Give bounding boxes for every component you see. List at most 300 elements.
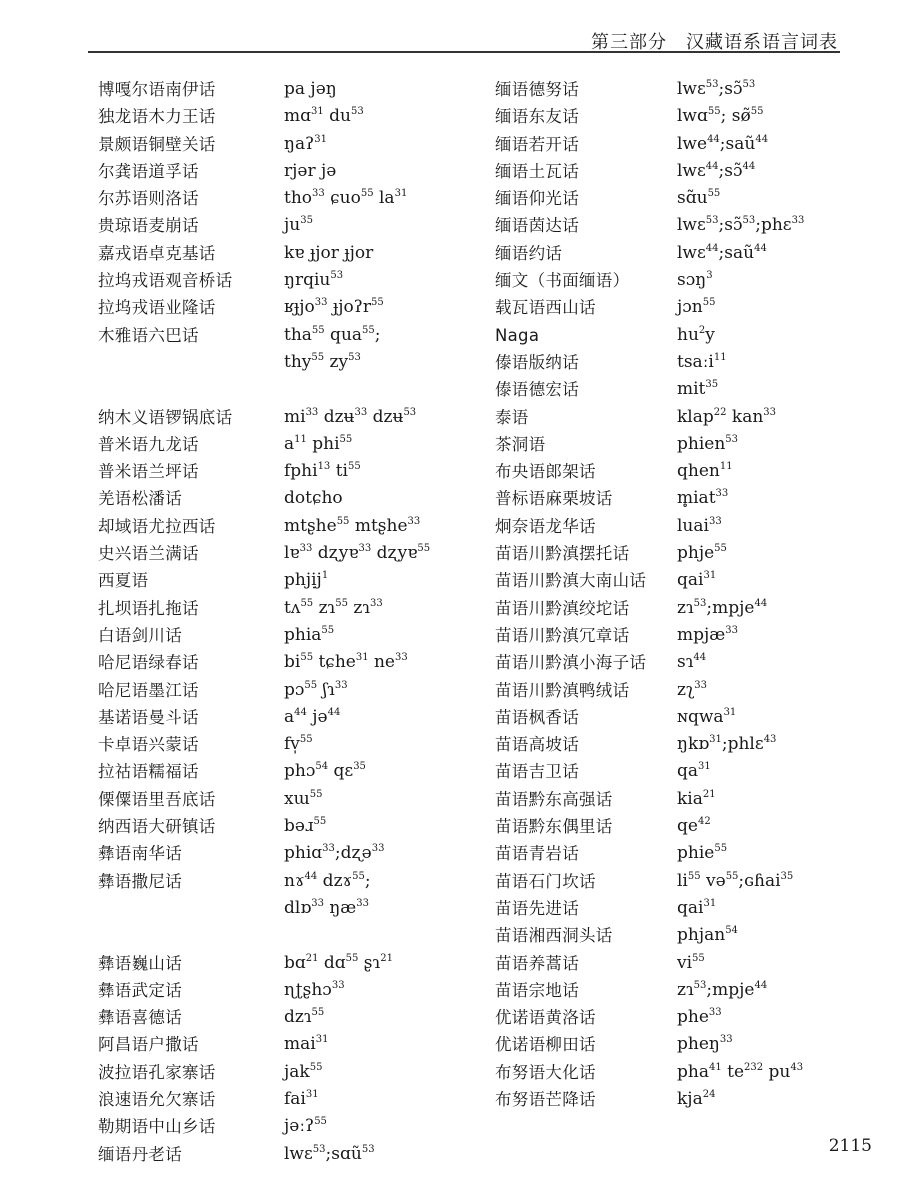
word-form: dotɕho [284,488,343,509]
word-form: qhen$^{11}$ [677,461,733,482]
tone-superscript: 31 [314,133,327,145]
word-form: phien$^{53}$ [677,433,739,454]
tone-superscript: 43 [763,734,777,746]
vocab-row [98,704,498,731]
tone-superscript: 55 [362,324,375,336]
tone-superscript: 33 [358,543,372,555]
tone-superscript: 53 [693,979,707,991]
word-form: mpjæ$^{33}$ [677,624,738,645]
tone-superscript: 55 [339,433,353,445]
vocab-row [495,158,895,185]
tone-superscript: 55 [360,188,374,200]
vocab-row [495,758,895,785]
word-form: $li^{55}$ və$^{55}$;ɢɦai$^{35}$ [677,870,794,891]
language-name: 苗语养蒿话 [495,953,579,973]
vocab-row [495,485,895,512]
tone-superscript: 55 [417,543,431,555]
word-form: kia$^{21}$ [677,788,716,809]
language-name: 拉坞戎语观音桥话 [98,271,233,291]
vocab-row [98,431,498,458]
vocab-row [98,485,498,512]
language-name: 苗语川黔滇大南山话 [495,571,647,591]
word-form: kɐ ɟjor ɟjor [284,242,374,263]
language-name: 普米语兰坪话 [98,462,199,482]
vocab-row [495,267,895,294]
word-form: $mi^{33}$ dzʉ$^{33}$ dzʉ$^{53}$ [284,406,417,427]
language-name: 布努语芒降话 [495,1089,596,1109]
vocab-row [98,595,498,622]
vocab-row [495,1086,895,1113]
tone-superscript: 33 [708,1007,722,1019]
tone-superscript: 55 [299,734,313,746]
tone-superscript: 21 [380,952,393,964]
left-column [98,76,498,1168]
tone-superscript: 55 [335,597,348,609]
tone-superscript: 33 [715,488,729,500]
tone-superscript: 53 [693,597,707,609]
word-form: mit$^{35}$ [677,379,719,400]
tone-superscript: 44 [327,706,341,718]
vocab-row [98,950,498,977]
language-name: 苗语黔东高强话 [495,789,613,809]
language-name: 纳西语大研镇话 [98,817,216,837]
word-form: kja$^{24}$ [677,1088,716,1109]
tone-superscript: 53 [742,79,756,90]
language-name: 白语剑川话 [98,625,182,645]
word-form: mtʂhe$^{55}$ mtʂhe$^{33}$ [284,515,421,536]
tone-superscript: 21 [702,788,716,800]
page-number: 2115 [828,1136,872,1156]
language-name: 贵琼语麦崩话 [98,216,199,236]
tone-superscript: 35 [353,761,366,773]
vocab-row [495,185,895,212]
tone-superscript: 35 [705,379,719,391]
language-name: 纳木义语锣锅底话 [98,407,233,427]
word-form: tha$^{55}$ qua$^{55}$; [284,324,381,345]
word-form: $a^{44}$ jə$^{44}$ [284,706,341,727]
word-form: dzɿ$^{55}$ [284,1007,325,1028]
tone-superscript: 44 [705,160,719,172]
right-column [495,76,895,1113]
language-name: 缅语茵达话 [495,216,579,236]
vocab-row [495,813,895,840]
word-form: lwɛ$^{53}$;sɑũ$^{53}$ [284,1143,375,1164]
language-name: 彝语撒尼话 [98,871,182,891]
word-form: phje$^{55}$ [677,543,727,564]
language-name: 缅语仰光话 [495,189,579,209]
word-form: ŋkɒ$^{31}$;phlɛ$^{43}$ [677,734,777,755]
language-name: 尔龚语道孚话 [98,161,199,181]
tone-superscript: 33 [314,297,328,309]
language-name: 景颇语铜壁关话 [98,134,216,154]
tone-superscript: 55 [725,870,739,882]
tone-superscript: 31 [355,652,369,664]
word-form: nɤ$^{44}$ dzɤ$^{55}$; [284,870,371,891]
language-name: 缅语德努话 [495,80,579,99]
word-form: $bi^{55}$ tɕhe$^{31}$ $ne^{33}$ [284,652,408,673]
tone-superscript: 44 [294,706,307,718]
word-form: pha$^{41}$ $te^{232}$ $pu^{43}$ [677,1061,804,1082]
vocab-row [495,76,895,103]
language-name: 彝语武定话 [98,980,182,1000]
tone-superscript: 53 [351,106,364,118]
tone-superscript: 55 [707,106,721,118]
vocab-row [495,567,895,594]
vocab-row [98,840,498,867]
word-form: zɿ$^{53}$;mpje$^{44}$ [677,597,768,618]
tone-superscript: 44 [754,597,768,609]
language-name: 优诺语柳田话 [495,1035,596,1055]
language-name: 彝语巍山话 [98,953,182,973]
tone-superscript: 41 [708,1061,722,1073]
tone-superscript: 44 [754,242,767,254]
vocab-row [98,1004,498,1031]
vocab-row [98,294,498,321]
word-form: tho$^{33}$ ɕuo$^{55}$ $la^{31}$ [284,188,408,209]
tone-superscript: 31 [394,188,408,200]
tone-superscript: 55 [300,652,314,664]
tone-superscript: 55 [347,461,361,473]
word-form: zʅ$^{33}$ [677,679,707,700]
header-title: 第三部分 汉藏语系语言词表 [591,32,838,53]
tone-superscript: 33 [394,652,408,664]
tone-superscript: 55 [707,188,721,200]
vocab-row [98,540,498,567]
vocab-row [98,895,498,922]
vocab-row [98,76,498,103]
word-form: pɔ$^{55}$ ʃɿ$^{33}$ [284,679,348,700]
word-form: fv̩$^{55}$ [284,734,313,755]
word-form: fphi$^{13}$ $ti^{55}$ [284,461,361,482]
language-name: 傣语版纳话 [495,352,579,372]
vocab-row [495,595,895,622]
word-form: lwe$^{44}$;saũ$^{44}$ [677,133,769,154]
tone-superscript: 21 [305,952,319,964]
tone-superscript: 55 [714,543,727,555]
vocab-row [495,895,895,922]
language-name: 优诺语黄洛话 [495,1008,596,1028]
tone-superscript: 55 [336,515,350,527]
vocab-row [98,404,498,431]
language-name: 哈尼语墨江话 [98,680,199,700]
vocab-row [98,868,498,895]
word-form: rjər jə [284,160,337,181]
tone-superscript: 33 [763,406,777,418]
vocab-row [98,786,498,813]
language-name: 傈僳语里吾底话 [98,789,216,809]
language-name: 扎坝语扎拖话 [98,598,199,618]
tone-superscript: 11 [719,461,733,473]
language-name: 缅语丹老话 [98,1144,182,1164]
language-name: 史兴语兰满话 [98,544,199,564]
vocab-row [495,349,895,376]
language-name: 尔苏语则洛话 [98,189,199,209]
word-form: $qa^{31}$ [677,761,711,782]
vocab-row [495,212,895,239]
language-name: 浪速语允欠寨话 [98,1089,216,1109]
language-name: 阿昌语户撒话 [98,1035,199,1055]
word-form: jəːʔ$^{55}$ [284,1116,327,1137]
tone-superscript: 31 [305,1088,319,1100]
tone-superscript: 55 [300,597,314,609]
tone-superscript: 44 [742,160,756,172]
language-name: 载瓦语西山话 [495,298,596,318]
vocab-row [98,1086,498,1113]
tone-superscript: 35 [300,215,313,227]
language-name: 炯奈语龙华话 [495,516,596,536]
tone-superscript: 24 [702,1088,716,1100]
language-name: 苗语宗地话 [495,980,579,1000]
language-name: 茶洞语 [495,434,546,454]
tone-superscript: 53 [725,433,739,445]
tone-superscript: 55 [311,351,325,363]
vocab-row [495,977,895,1004]
language-name: 苗语川黔滇摆托话 [495,544,630,564]
vocab-row [98,758,498,785]
language-name: 苗语川黔滇冗章话 [495,625,630,645]
word-form: phɔ$^{54}$ qɛ$^{35}$ [284,761,366,782]
tone-superscript: 31 [709,734,722,746]
tone-superscript: 44 [707,133,720,145]
language-name: 苗语湘西洞头话 [495,926,613,946]
language-name: 波拉语孔家寨话 [98,1062,216,1082]
vocab-row [495,950,895,977]
word-form: $hu^2y$ [677,324,715,345]
word-form: lwɛ$^{53}$;sɔ̃$^{53}$ [677,79,756,99]
word-form: dlɒ$^{33}$ $ŋæ^{33}$ [284,897,370,918]
tone-superscript: 53 [742,215,756,227]
tone-superscript: 232 [744,1061,764,1073]
vocab-row [98,212,498,239]
vocab-row [98,513,498,540]
tone-superscript: 53 [361,1143,375,1155]
tone-superscript: 11 [294,433,307,445]
vocab-row [495,840,895,867]
vocab-row [495,1004,895,1031]
tone-superscript: 33 [299,543,313,555]
language-name: 缅语若开话 [495,134,579,154]
word-form: ŋaʔ$^{31}$ [284,133,327,154]
tone-superscript: 53 [312,1143,326,1155]
word-form: lwɛ$^{44}$;sɔ̃$^{44}$ [677,160,756,181]
tone-superscript: 33 [322,843,335,855]
language-name: 布努语大化话 [495,1062,596,1082]
word-form: $sɑ̃u^{55}$ [677,188,721,209]
vocab-row [495,431,895,458]
word-form: sɔŋ$^3$ [677,270,713,291]
vocab-row [98,1059,498,1086]
vocab-row [98,131,498,158]
word-form: tsaːi$^{11}$ [677,351,727,372]
tone-superscript: 33 [407,515,421,527]
vocab-row [495,922,895,949]
language-name: 普标语麻栗坡话 [495,489,613,509]
vocab-row [495,240,895,267]
tone-superscript: 33 [305,406,319,418]
tone-superscript: 54 [315,761,329,773]
tone-superscript: 53 [348,351,361,363]
word-form: $a^{11}$ phi$^{55}$ [284,433,353,454]
language-name: 羌语松潘话 [98,489,182,509]
tone-superscript: 2 [698,324,706,336]
tone-superscript: 55 [687,870,701,882]
vocab-row [98,1141,498,1168]
language-name: 彝语喜德话 [98,1008,182,1028]
tone-superscript: 33 [719,1034,733,1046]
language-name: 却域语尤拉西话 [98,516,216,536]
tone-superscript: 31 [703,897,717,909]
word-form: xɯ$^{55}$ [284,788,323,809]
vocab-row [98,158,498,185]
tone-superscript: 55 [313,816,327,828]
word-form: bəɹ$^{55}$ [284,816,327,837]
language-name: 苗语高坡话 [495,735,579,755]
word-form: pheŋ$^{33}$ [677,1034,733,1055]
word-form: qai$^{31}$ [677,570,717,591]
tone-superscript: 33 [311,897,324,909]
word-form: mai$^{31}$ [284,1034,329,1055]
tone-superscript: 33 [331,979,345,991]
word-form: phia$^{55}$ [284,624,335,645]
tone-superscript: 31 [703,570,717,582]
vocab-row [98,458,498,485]
language-name: 苗语青岩话 [495,844,579,864]
language-name: 苗语黔东偶里话 [495,817,613,837]
vocab-row [495,704,895,731]
tone-superscript: 33 [354,406,368,418]
language-name: 独龙语木力王话 [98,107,216,127]
word-form: lwɛ$^{53}$;sɔ̃$^{53}$;phɛ$^{33}$ [677,215,805,236]
tone-superscript: 55 [311,1007,325,1019]
tone-superscript: 53 [705,79,719,90]
tone-superscript: 44 [754,979,768,991]
word-form: qai$^{31}$ [677,897,717,918]
language-name: 勒期语中山乡话 [98,1117,216,1137]
word-form: ɴqwa$^{31}$ [677,706,737,727]
vocab-row [98,185,498,212]
vocab-row [495,649,895,676]
vocab-row [495,513,895,540]
language-name: 苗语吉卫话 [495,762,579,782]
word-form: zɿ$^{53}$;mpje$^{44}$ [677,979,768,1000]
language-name: 苗语川黔滇小海子话 [495,653,647,673]
tone-superscript: 33 [708,515,722,527]
language-name: 泰语 [495,407,529,427]
vocab-row [98,731,498,758]
vocab-row [495,1059,895,1086]
vocab-row [98,103,498,130]
tone-superscript: 42 [697,816,711,828]
tone-superscript: 44 [693,652,707,664]
language-name: 木雅语六巴话 [98,325,199,345]
vocab-row [495,376,895,403]
tone-superscript: 55 [750,106,764,118]
language-name: 苗语枫香话 [495,707,579,727]
tone-superscript: 53 [330,270,344,282]
language-name: 缅语约话 [495,243,563,263]
tone-superscript: 53 [705,215,719,227]
word-form: $qe^{42}$ [677,816,711,837]
tone-superscript: 55 [714,843,728,855]
vocab-row [98,349,498,376]
word-form: lwɑ$^{55}$; sø̃$^{55}$ [677,106,764,127]
vocab-row [98,622,498,649]
vocab-row [495,404,895,431]
language-name: 苗语石门坎话 [495,871,596,891]
tone-superscript: 55 [345,952,359,964]
tone-superscript: 55 [702,297,716,309]
vocab-row [98,677,498,704]
tone-superscript: 33 [791,215,805,227]
word-form: ɳʈʂhɔ$^{33}$ [284,979,345,1000]
language-name: 缅语东友话 [495,107,579,127]
tone-superscript: 31 [315,1034,329,1046]
tone-superscript: 55 [352,870,365,882]
tone-superscript: 53 [403,406,417,418]
language-name: 苗语先进话 [495,898,579,918]
tone-superscript: 33 [694,679,707,691]
word-form: ʁɟjo$^{33}$ ɟjoʔr$^{55}$ [284,297,384,318]
row-spacer [98,922,498,949]
word-form: jɔn$^{55}$ [677,297,716,318]
word-form: lwɛ$^{44}$;saũ$^{44}$ [677,242,767,263]
vocab-row [495,731,895,758]
vocab-row [98,813,498,840]
language-name: 哈尼语绿春话 [98,653,199,673]
vocab-row [495,103,895,130]
vocab-row [495,131,895,158]
word-form: jak$^{55}$ [284,1061,323,1082]
tone-superscript: 55 [321,624,335,636]
vocab-row [495,868,895,895]
tone-superscript: 11 [713,351,727,363]
tone-superscript: 33 [334,679,348,691]
tone-superscript: 31 [723,706,737,718]
language-name: 嘉戎语卓克基话 [98,243,216,263]
word-form: luai$^{33}$ [677,515,722,536]
language-name: 卡卓语兴蒙话 [98,735,199,755]
word-form: ŋrqiu$^{53}$ [284,270,344,291]
vocab-row [495,622,895,649]
word-form: bɑ$^{21}$ dɑ$^{55}$ ʂɿ$^{21}$ [284,952,393,973]
page-header [0,0,900,52]
vocab-row [98,1113,498,1140]
vocab-row [98,1031,498,1058]
tone-superscript: 54 [725,925,738,937]
vocab-row [98,322,498,349]
tone-superscript: 33 [370,597,383,609]
tone-superscript: 55 [371,297,384,309]
tone-superscript: 44 [755,133,769,145]
language-name: 苗语川黔滇鸭绒话 [495,680,630,700]
word-form: phjan$^{54}$ [677,925,738,946]
tone-superscript: 35 [780,870,794,882]
word-form: mɑ$^{31}$ $du^{53}$ [284,106,364,127]
word-form: thy$^{55}$ $zy^{53}$ [284,351,361,372]
word-form: fai$^{31}$ [284,1088,319,1109]
tone-superscript: 55 [309,1061,323,1073]
tone-superscript: 31 [311,106,324,118]
vocab-row [98,977,498,1004]
tone-superscript: 43 [790,1061,804,1073]
tone-superscript: 55 [311,324,325,336]
language-name: 缅文（书面缅语） [495,271,630,291]
tone-superscript: 31 [698,761,711,773]
vocab-row [495,677,895,704]
language-name: 彝语南华话 [98,844,182,864]
word-form: sɿ$^{44}$ [677,652,707,673]
word-form: $vi^{55}$ [677,952,705,973]
